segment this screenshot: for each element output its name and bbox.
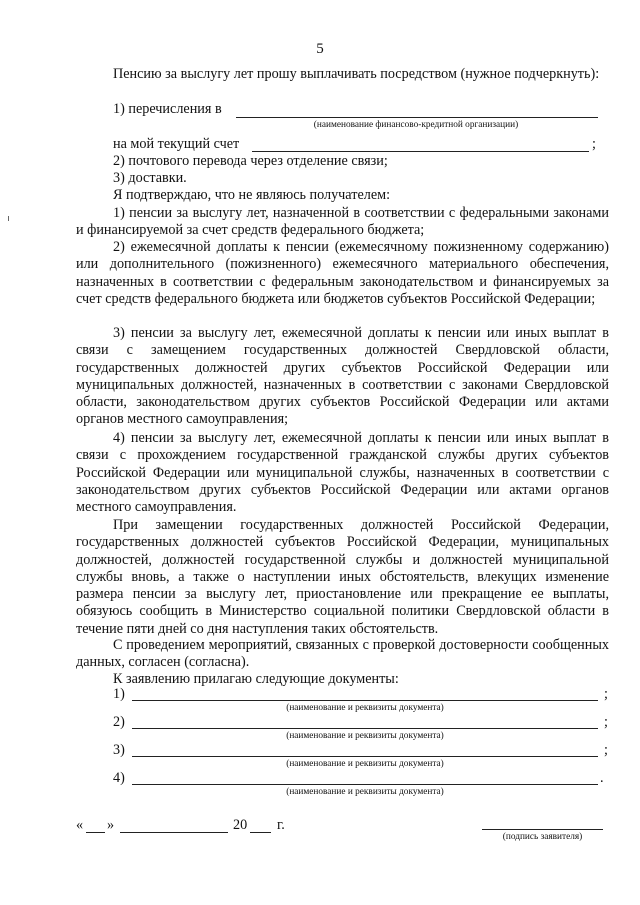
document-2-field[interactable] bbox=[132, 728, 598, 729]
date-month-field[interactable] bbox=[120, 832, 228, 833]
option-delivery: 3) доставки. bbox=[113, 170, 187, 186]
margin-mark bbox=[8, 216, 9, 221]
document-4-field[interactable] bbox=[132, 784, 598, 785]
signature-caption: (подпись заявителя) bbox=[502, 832, 583, 842]
document-3-number: 3) bbox=[113, 742, 125, 758]
document-1-number: 1) bbox=[113, 686, 125, 702]
document-2-end: ; bbox=[604, 714, 608, 730]
account-number-field[interactable] bbox=[252, 151, 589, 152]
account-label: на мой текущий счет bbox=[113, 136, 240, 152]
document-4-number: 4) bbox=[113, 770, 125, 786]
date-day-field[interactable] bbox=[86, 832, 105, 833]
option-transfer-label: 1) перечисления в bbox=[113, 101, 222, 117]
bank-name-field[interactable] bbox=[236, 117, 598, 118]
confirmation-item-4: 4) пенсии за выслугу лет, ежемесячной доплаты к пенсии или иных выплат в связи с прохождением государственной гражданской службы других субъектов Российской Федерации или муниципальной службы, назначенных в соответствии с законодательством других субъектов Российской Федерации или актами органов местного самоуправления. bbox=[76, 430, 609, 516]
signature-field[interactable] bbox=[482, 829, 603, 830]
date-century: 20 bbox=[233, 817, 248, 833]
document-4-end: . bbox=[600, 770, 604, 786]
confirmation-intro: Я подтверждаю, что не являюсь получателем: bbox=[113, 187, 391, 203]
page-number: 5 bbox=[316, 41, 324, 57]
bank-name-caption: (наименование финансово-кредитной организации) bbox=[313, 120, 519, 130]
document-3-caption: (наименование и реквизиты документа) bbox=[286, 759, 444, 769]
document-1-end: ; bbox=[604, 686, 608, 702]
attachments-intro: К заявлению прилагаю следующие документы: bbox=[113, 671, 399, 687]
confirmation-item-3: 3) пенсии за выслугу лет, ежемесячной доплаты к пенсии или иных выплат в связи с замещением государственных должностей Свердловской области, государственных должностей других субъектов Российской Федерации или муниципальных должностей, назначенных в соответствии с законами Свердловской области, законодательством других субъектов Российской Федерации или актами органов местного самоуправления; bbox=[76, 325, 609, 428]
verification-consent: С проведением мероприятий, связанных с проверкой достоверности сообщенных данных, согласен (согласна). bbox=[76, 637, 609, 671]
document-1-caption: (наименование и реквизиты документа) bbox=[286, 703, 444, 713]
document-3-field[interactable] bbox=[132, 756, 598, 757]
date-close-quote: » bbox=[107, 817, 115, 833]
date-year-suffix: г. bbox=[277, 817, 285, 833]
obligation-paragraph: При замещении государственных должностей Российской Федерации, государственных должностей субъектов Российской Федерации, муниципальных должностей, должностей государственной службы и должностей муниципальной службы вновь, а также о наступлении иных обстоятельств, влекущих изменение размера пенсии за выслугу лет, приостановление или прекращение ее выплаты, обязуюсь сообщить в Министерство социальной политики Свердловской области в течение пяти дней со дня наступления таких обстоятельств. bbox=[76, 517, 609, 637]
document-1-field[interactable] bbox=[132, 700, 598, 701]
document-2-caption: (наименование и реквизиты документа) bbox=[286, 731, 444, 741]
document-3-end: ; bbox=[604, 742, 608, 758]
document-2-number: 2) bbox=[113, 714, 125, 730]
document-4-caption: (наименование и реквизиты документа) bbox=[286, 787, 444, 797]
date-year-field[interactable] bbox=[250, 832, 271, 833]
confirmation-item-1: 1) пенсии за выслугу лет, назначенной в соответствии с федеральными законами и финансируемой за счет средств федерального бюджета; bbox=[76, 205, 609, 239]
date-open-quote: « bbox=[76, 817, 84, 833]
account-suffix: ; bbox=[592, 136, 596, 152]
payment-method-paragraph: Пенсию за выслугу лет прошу выплачивать посредством (нужное подчеркнуть): bbox=[113, 66, 600, 82]
confirmation-item-2: 2) ежемесячной доплаты к пенсии (ежемесячному пожизненному содержанию) или дополнительного (пожизненного) ежемесячного материального обеспечения, назначенных в соответствии с федеральным законодательством и финансируемых за счет средств федерального бюджета или бюджетов субъектов Российской Федерации; bbox=[76, 239, 609, 307]
option-postal-transfer: 2) почтового перевода через отделение связи; bbox=[113, 153, 388, 169]
